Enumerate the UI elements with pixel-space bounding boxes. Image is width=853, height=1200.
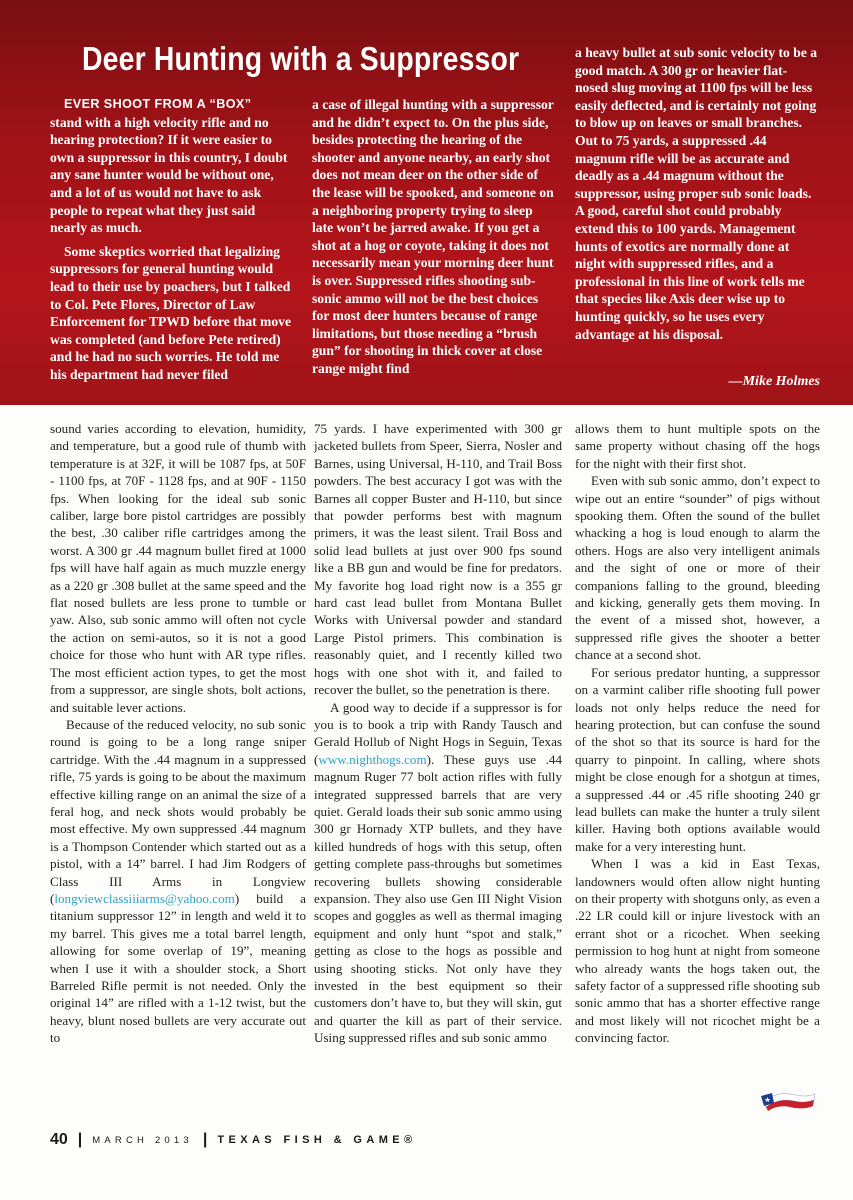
- sidebar-paragraph: stand with a high velocity rifle and no hearing protection? If it were easier to own a suppressor in this country, I doubt any sane hunter would be without one, and a lot of us would not have to ask people to repeat what they just said nearly as much.: [50, 114, 288, 236]
- footer-separator: |: [202, 1131, 208, 1148]
- body-text: Because of the reduced velocity, no sub sonic round is going to be a long range sniper cartridge. With the .44 magnum in a suppressed rifle, 75 yards is going to be about the maximum effective killing range on an animal the size of a feral hog, and neck shots would probably be most effective. My own suppressed .44 magnum is a Thompson Contender which started out as a pistol, with a 14” barrel. I had Jim Rodgers of Class III Arms in Longview (: [50, 716, 306, 906]
- page-footer: [50, 1129, 417, 1151]
- page-number: 40: [50, 1131, 68, 1148]
- body-paragraph: allows them to hunt multiple spots on the same property without chasing off the hogs for the night with their first shot.: [575, 421, 820, 471]
- body-paragraph: Even with sub sonic ammo, don’t expect to wipe out an entire “sounder” of pigs without spooking them. Often the sound of the bullet whacking a hog is loud enough to alarm the others. Hogs are also very intelligent animals and the sight of one or more of their companions falling to the ground, bleeding and kicking, generally gets them moving. In the event of a missed shot, however, a suppressed rifle gives the shooter a better chance at a second shot.: [575, 473, 820, 663]
- footer-separator: |: [77, 1131, 83, 1148]
- body-paragraph: [50, 716, 306, 1047]
- body-paragraph: When I was a kid in East Texas, landowners would often allow night hunting on their property with shotguns only, as even a .22 LR could kill or injure livestock with an errant shot or a ricochet. When seeking permission to hog hunt at night from someone who already wants the hogs taken out, the safety factor of a suppressed rifle shooting sub sonic ammo that has a shorter effective range and most likely will not ricochet might be a convincing factor.: [575, 856, 820, 1046]
- sidebar-lead-in: EVER SHOOT FROM A “BOX”: [64, 97, 252, 111]
- body-paragraph: 75 yards. I have experimented with 300 gr jacketed bullets from Speer, Sierra, Nosler and Barnes, using Universal, H-110, and Trail Boss powders. The best accuracy I got was with the Barnes all copper Buster and H-110, but since that powder performs best with magnum primers, it was the least silent. Trail Boss and solid lead bullets at just over 900 fps sound like a BB gun and would be fine for predators. My favorite hog load right now is a 355 gr hard cast lead bullet from Montana Bullet Works with Universal powder and standard Large Pistol primers. This combination is reasonably quiet, and I recently killed two hogs with one shot with it, and failed to recover the bullet, so the penetration is there.: [314, 421, 562, 698]
- sidebar-column-3: [575, 44, 820, 343]
- sidebar-title: Deer Hunting with a Suppressor: [82, 40, 520, 77]
- sidebar-column-1: [50, 96, 293, 384]
- sidebar-paragraph: Some skeptics worried that legalizing suppressors for general hunting would lead to their use by poachers, but I talked to Col. Pete Flores, Director of Law Enforcement for TPWD before that move was completed (and before Pete retired) and he had no such worries. He told me his department had never filed: [50, 243, 291, 382]
- texas-flag-end-mark-icon: [758, 1088, 818, 1114]
- body-paragraph: sound varies according to elevation, humidity, and temperature, but a good rule of thumb with temperature is at 32F, it will be 1087 fps, at 50F - 1100 fps, at 70F - 1128 fps, and at 90F - 1150 fps. When looking for the ideal sub sonic caliber, large bore pistol cartridges are possibly the best, .30 caliber rifle cartridges among the worst. A 300 gr .44 magnum bullet fired at 1000 fps will have half again as much muzzle energy as a 220 gr .308 bullet at the same speed and the flat nosed bullets are less prone to tumble or yaw. Also, sub sonic ammo will often not cycle the action on semi-autos, so it is not a good choice for those who hunt with AR type rifles. The most efficient action types, to get the most from a suppressor, are single shots, bolt actions, and suitable lever actions.: [50, 421, 306, 715]
- magazine-name: TEXAS FISH & GAME®: [217, 1134, 417, 1146]
- body-paragraph: [314, 699, 562, 1047]
- body-text: ) build a titanium suppressor 12” in length and weld it to my barrel. This gives me a total barrel length, allowing for some overlap of 19”, meaning when I use it with a shoulder stock, a Short Barreled Rifle permit is not needed. Only the original 14” are rifled with a 1-12 twist, but the heavy, blunt nosed bullets are very accurate out to: [50, 890, 306, 1046]
- sidebar-column-2: [312, 96, 554, 378]
- body-column-3: [575, 420, 820, 1047]
- website-link[interactable]: www.nighthogs.com: [318, 751, 427, 767]
- body-column-1: [50, 420, 306, 1047]
- issue-date: MARCH 2013: [92, 1134, 193, 1146]
- body-paragraph: For serious predator hunting, a suppressor on a varmint caliber rifle shooting full power loads not only helps reduce the need for hearing protection, but can confuse the sound of the shot so that its source is hard for the quarry to pinpoint. In calling, where shots might be close enough for a shotgun at times, a suppressed .44 or .45 rifle shooting 240 gr lead bullets can make the hunter a truly silent killer. Having both options available would make for a very interesting hunt.: [575, 664, 820, 854]
- body-text: ). These guys use .44 magnum Ruger 77 bolt action rifles with fully integrated suppressed barrels that are very quiet. Gerald loads their sub sonic ammo using 300 gr Hornady XTP bullets, and they have killed hundreds of hogs with this setup, often getting complete pass-throughs but sometimes recovering bullets showing considerable expansion. They also use Gen III Night Vision scopes and goggles as well as thermal imaging equipment and only hunt “spot and stalk,” getting as close to the hogs as possible and using shooting sticks. Not only have they invested in the best equipment so their customers don’t have to, but they will skin, gut and quarter the kill as part of their service. Using suppressed rifles and sub sonic ammo: [314, 751, 562, 1046]
- sidebar-box: [0, 0, 853, 405]
- email-link[interactable]: longviewclassiiiarms@yahoo.com: [54, 890, 235, 906]
- sidebar-byline: —Mike Holmes: [728, 374, 820, 389]
- body-column-2: [314, 420, 562, 1047]
- sidebar-paragraph: a heavy bullet at sub sonic velocity to be a good match. A 300 gr or heavier flat-nosed slug moving at 1100 fps will be less easily deflected, and is certainly not going to blow up on leaves or small branches. Out to 75 yards, a suppressed .44 magnum rifle will be as accurate and deadly as a .44 magnum without the suppressor, using proper sub sonic loads. A good, careful shot could probably extend this to 100 yards. Management hunts of exotics are normally done at night with suppressed rifles, and a professional in this line of work tells me that species like Axis deer wise up to hunting quickly, so he uses every advantage at his disposal.: [575, 45, 818, 342]
- sidebar-paragraph: a case of illegal hunting with a suppressor and he didn’t expect to. On the plus side, besides protecting the hearing of the shooter and anyone nearby, an early shot does not mean deer on the other side of the lease will be spooked, and someone on a neighboring property trying to sleep late won’t be jarred awake. If you get a shot at a hog or coyote, taking it does not necessarily mean your morning deer hunt is over. Suppressed rifles shooting sub-sonic ammo will not be the best choices for most deer hunters because of range limitations, but those needing a “brush gun” for shooting in thick cover at close range might find: [312, 97, 554, 376]
- body-text: A good way to decide if a suppressor is for you is to book a trip with Randy Tausch and Gerald Hollub of Night Hogs in Seguin, Texas (: [314, 699, 562, 767]
